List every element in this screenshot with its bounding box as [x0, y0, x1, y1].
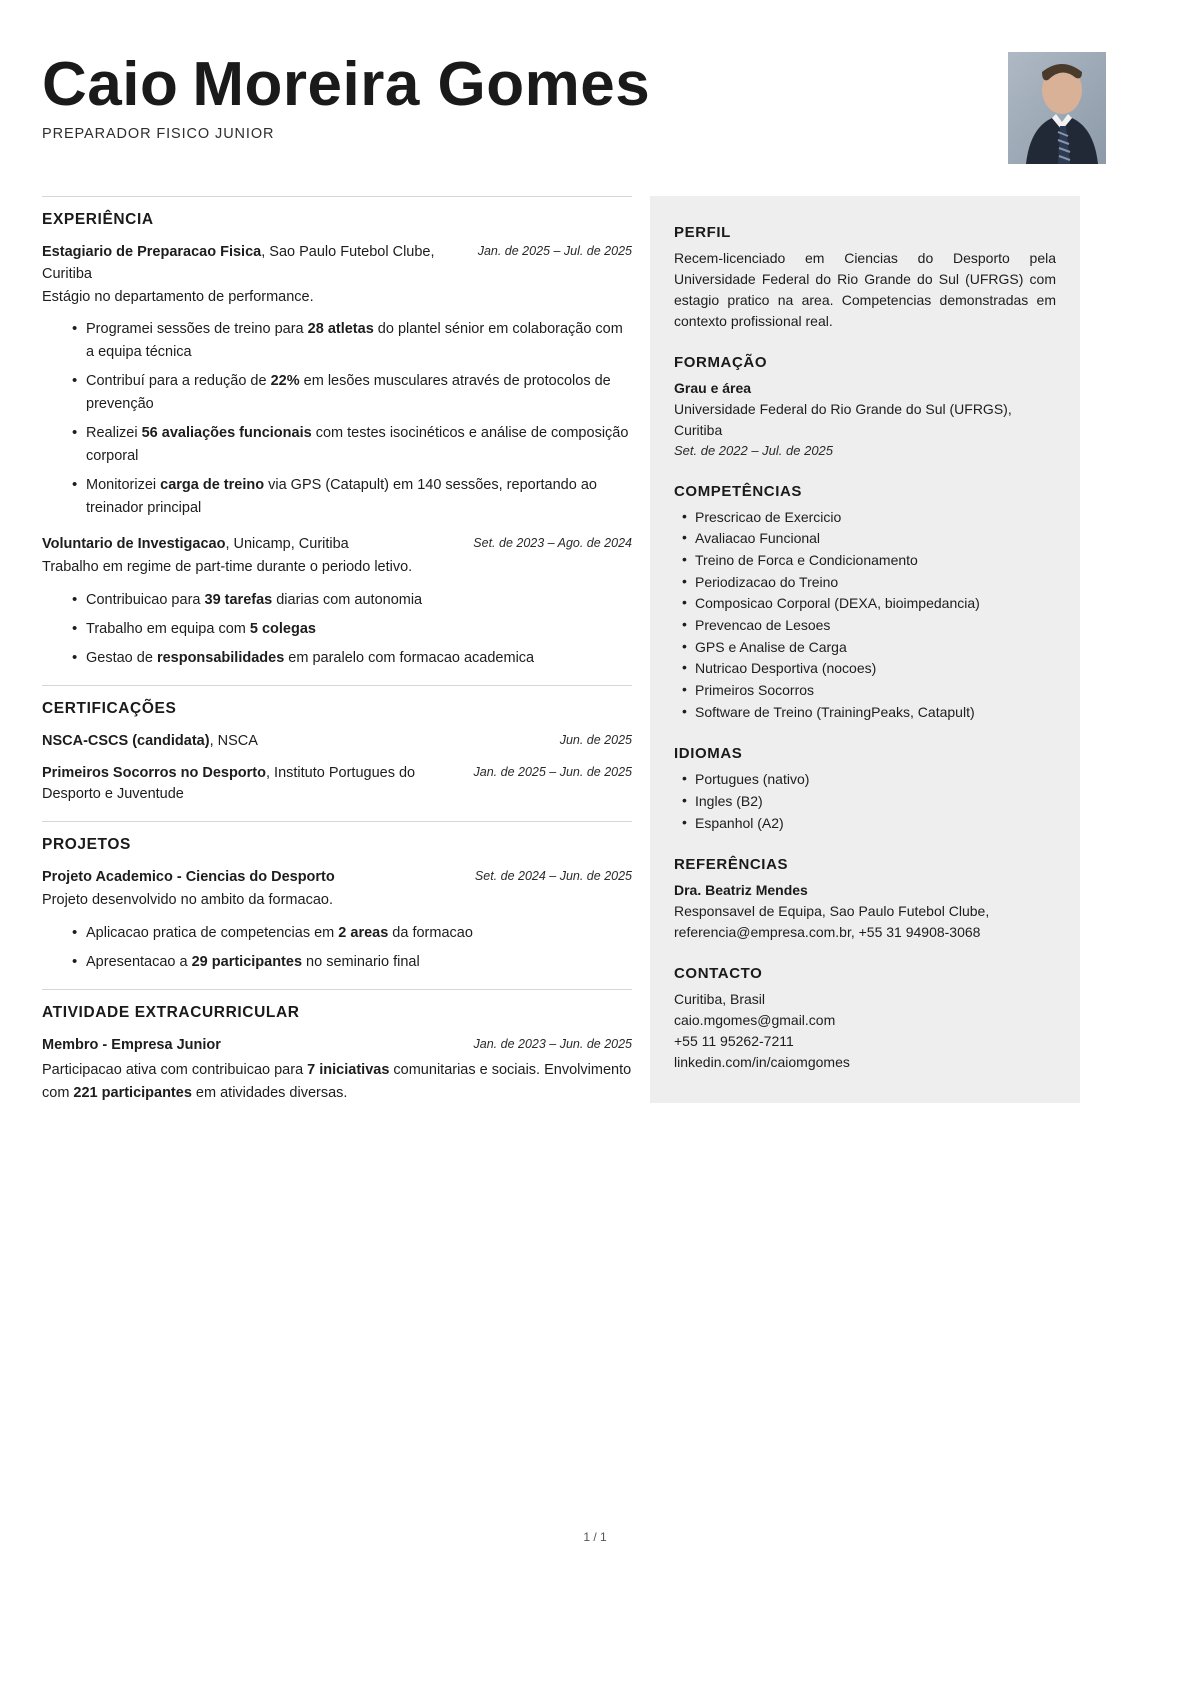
para-mid: comunitarias e sociais. Envolvimento com: [42, 1062, 632, 1101]
bullet-pre: Realizei: [86, 425, 142, 442]
list-item: [72, 318, 632, 363]
projects-section: [42, 821, 632, 973]
para-post: em atividades diversas.: [191, 1084, 348, 1101]
list-item: • Software de Treino (TrainingPeaks, Catapult): [682, 702, 1056, 724]
experience-company: , Unicamp, Curitiba: [225, 536, 349, 552]
list-item: [72, 422, 632, 467]
project-date: Set. de 2024 – Jun. de 2025: [474, 869, 632, 884]
list-item: [72, 370, 632, 415]
education-degree: Grau e área: [674, 380, 752, 396]
bullet-pre: Gestao de: [86, 650, 157, 667]
main-content: [42, 196, 632, 1119]
resume-header: [42, 52, 1148, 182]
languages-section: [674, 745, 1056, 834]
project-description: Projeto desenvolvido no ambito da formacao.: [42, 891, 333, 908]
bullet-bold: 5 colegas: [249, 620, 316, 637]
education-section: [674, 354, 1056, 461]
experience-bullets: [42, 318, 632, 519]
para-bold: 7 iniciativas: [307, 1062, 390, 1079]
experience-title: EXPERIÊNCIA: [42, 211, 154, 228]
bullet-pre: Apresentacao a: [86, 954, 192, 971]
education-title: FORMAÇÃO: [674, 354, 768, 371]
page-footer: [0, 1530, 1190, 1544]
bullet-bold: 56 avaliações funcionais: [141, 425, 312, 442]
bullet-post: diarias com autonomia: [272, 591, 423, 608]
bullet-post: do plantel sénior em colaboração com a equipa técnica: [86, 321, 623, 360]
bullet-pre: Programei sessões de treino para: [86, 321, 308, 338]
list-item: [72, 618, 632, 640]
reference-role: Responsavel de Equipa, Sao Paulo Futebol Clube,: [674, 903, 990, 920]
languages-list: [674, 769, 1056, 834]
profile-text: Recem-licenciado em Ciencias do Desporto pela Universidade Federal do Rio Grande do Sul (UFRGS) com estagio pratico na area. Competencias demonstradas em contexto profissional real.: [674, 250, 1056, 329]
bullet-post: com testes isocinéticos e análise de composição corporal: [86, 425, 629, 464]
experience-entry: [42, 242, 632, 519]
experience-section: [42, 196, 632, 670]
references-title: REFERÊNCIAS: [674, 856, 789, 874]
experience-heading: [42, 534, 442, 556]
contact-linkedin[interactable]: linkedin.com/in/caiomgomes: [674, 1054, 850, 1071]
extracurricular-date: Jan. de 2023 – Jun. de 2025: [473, 1036, 632, 1051]
para-pre: Participacao ativa com contribuicao para: [42, 1062, 308, 1079]
first-name: Caio: [42, 50, 179, 119]
bullet-bold: 22%: [270, 373, 300, 390]
skills-section: [674, 483, 1056, 724]
list-item: [72, 951, 632, 973]
extracurricular-title: ATIVIDADE EXTRACURRICULAR: [42, 1003, 300, 1021]
profile-section: [674, 224, 1056, 332]
certifications-title: CERTIFICAÇÕES: [42, 699, 177, 717]
section-divider: [42, 685, 632, 686]
experience-heading: [42, 242, 442, 286]
extracurricular-description: [42, 1059, 632, 1104]
certification-date: Jun. de 2025: [559, 732, 632, 747]
bullet-bold: 28 atletas: [307, 321, 374, 338]
job-title: PREPARADOR FISICO JUNIOR: [42, 126, 275, 143]
experience-description: Estágio no departamento de performance.: [42, 288, 314, 305]
list-item: • Treino de Forca e Condicionamento: [682, 550, 1056, 572]
bullet-pre: Trabalho em equipa com: [86, 620, 250, 637]
project-heading: [42, 867, 442, 889]
bullet-bold: 2 areas: [338, 924, 389, 941]
bullet-post: em paralelo com formacao academica: [284, 650, 535, 667]
bullet-bold: 39 tarefas: [204, 591, 273, 608]
section-divider: [42, 989, 632, 990]
experience-bullets: [42, 589, 632, 670]
list-item: • Periodizacao do Treino: [682, 572, 1056, 594]
contact-phone[interactable]: +55 11 95262-7211: [674, 1033, 794, 1050]
certification-issuer: , NSCA: [209, 732, 258, 749]
experience-role: Voluntario de Investigacao: [42, 536, 226, 552]
certification-entry: [42, 731, 632, 753]
experience-date: Jan. de 2025 – Jul. de 2025: [477, 244, 632, 258]
project-entry: [42, 867, 632, 973]
profile-title: PERFIL: [674, 224, 731, 241]
projects-title: PROJETOS: [42, 836, 131, 854]
contact-location: Curitiba, Brasil: [674, 991, 766, 1008]
certification-date: Jan. de 2025 – Jun. de 2025: [473, 764, 632, 779]
bullet-pre: Monitorizei: [86, 477, 161, 494]
list-item: • Espanhol (A2): [682, 813, 1056, 835]
last-name: Moreira Gomes: [192, 50, 651, 119]
bullet-pre: Aplicacao pratica de competencias em: [86, 924, 339, 941]
list-item: • Ingles (B2): [682, 791, 1056, 813]
bullet-bold: responsabilidades: [156, 650, 285, 667]
skills-title: COMPETÊNCIAS: [674, 482, 803, 500]
list-item: • Composicao Corporal (DEXA, bioimpedancia): [682, 593, 1056, 615]
list-item: • Primeiros Socorros: [682, 680, 1056, 702]
experience-entry: [42, 534, 632, 670]
experience-description: Trabalho em regime de part-time durante o periodo letivo.: [42, 558, 413, 575]
list-item: [72, 474, 632, 519]
list-item: [72, 922, 632, 944]
certification-name: NSCA-CSCS (candidata): [42, 732, 210, 749]
experience-role: Estagiario de Preparacao Fisica: [42, 244, 262, 260]
certification-name: Primeiros Socorros no Desporto: [42, 764, 266, 781]
bullet-post: no seminario final: [302, 954, 420, 971]
references-section: [674, 856, 1056, 943]
section-divider: [42, 821, 632, 822]
bullet-bold: 29 participantes: [191, 954, 303, 971]
experience-company: , Sao Paulo Futebol Clube, Curitiba: [42, 244, 435, 282]
page-indicator: 1 / 1: [583, 1530, 607, 1544]
project-bullets: [42, 922, 632, 974]
list-item: [72, 589, 632, 611]
experience-date: Set. de 2023 – Ago. de 2024: [473, 536, 632, 550]
bullet-pre: Contribuí para a redução de: [86, 373, 271, 390]
list-item: • Portugues (nativo): [682, 769, 1056, 791]
reference-contact: referencia@empresa.com.br, +55 31 94908-3068: [674, 924, 981, 941]
extracurricular-heading: [42, 1035, 442, 1057]
sidebar: [650, 196, 1080, 1103]
languages-title: IDIOMAS: [674, 745, 743, 763]
certifications-section: [42, 685, 632, 806]
education-institution: Universidade Federal do Rio Grande do Sul (UFRGS), Curitiba: [674, 401, 1012, 438]
skills-list: [674, 507, 1056, 724]
list-item: • Prevencao de Lesoes: [682, 615, 1056, 637]
para-bold: 221 participantes: [73, 1084, 192, 1101]
bullet-post: via GPS (Catapult) em 140 sessões, reportando ao treinador principal: [86, 477, 597, 516]
bullet-post: em lesões musculares através de protocolos de prevenção: [86, 373, 611, 412]
extracurricular-name: Membro - Empresa Junior: [42, 1036, 221, 1053]
section-divider: [42, 196, 632, 197]
certification-heading: [42, 731, 442, 753]
contact-email[interactable]: caio.mgomes@gmail.com: [674, 1012, 836, 1029]
list-item: • GPS e Analise de Carga: [682, 637, 1056, 659]
list-item: • Avaliacao Funcional: [682, 528, 1056, 550]
education-date: Set. de 2022 – Jul. de 2025: [674, 443, 834, 458]
bullet-pre: Contribuicao para: [86, 591, 205, 608]
bullet-bold: carga de treino: [160, 477, 265, 494]
page-title: [42, 52, 1148, 117]
project-name: Projeto Academico - Ciencias do Desporto: [42, 869, 335, 886]
certification-entry: [42, 763, 632, 807]
certification-heading: [42, 763, 442, 807]
extracurricular-entry: [42, 1035, 632, 1105]
extracurricular-section: [42, 989, 632, 1105]
bullet-post: da formacao: [388, 924, 473, 941]
portrait-icon: [1008, 52, 1106, 164]
certification-issuer: , Instituto Portugues do Desporto e Juventude: [42, 764, 416, 803]
profile-photo: [1008, 52, 1106, 164]
contact-title: CONTACTO: [674, 965, 763, 983]
list-item: • Prescricao de Exercicio: [682, 507, 1056, 529]
contact-section: [674, 965, 1056, 1073]
reference-name: Dra. Beatriz Mendes: [674, 882, 808, 899]
list-item: • Nutricao Desportiva (nocoes): [682, 658, 1056, 680]
list-item: [72, 647, 632, 669]
